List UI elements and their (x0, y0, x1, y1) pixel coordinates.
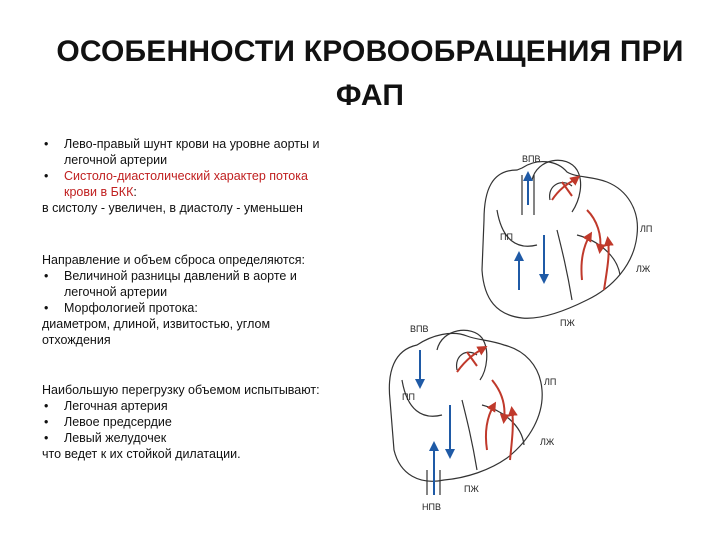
ventricle-outline (482, 405, 524, 445)
plain-text: в систолу - увеличен, в диастолу - уменьшен (42, 201, 303, 215)
list-item (42, 414, 372, 430)
arterial-arrow (604, 240, 609, 290)
heart-diagrams-svg (372, 140, 702, 530)
arterial-arrow (486, 405, 494, 450)
bullet-text: Лево-правый шунт крови на уровне аорты и (64, 137, 320, 151)
volume-overload-block (42, 382, 372, 462)
block-heading: Направление и объем сброса определяются: (42, 253, 305, 267)
shunt-block (42, 136, 372, 216)
bullet-text: легочной артерии (64, 153, 168, 167)
bullet-dot: • (44, 137, 49, 151)
bullet-text: Величиной разницы давлений в аорте и (64, 269, 297, 283)
label-svc-bottom: ВПВ (410, 324, 429, 334)
label-rv-top: ПЖ (560, 318, 575, 328)
bullet-text: Левое предсердие (64, 415, 172, 429)
list-item (42, 300, 372, 316)
bullet-text: Морфологией протока: (64, 301, 198, 315)
bullet-text: крови в БКК (64, 185, 134, 199)
list-item (42, 430, 372, 446)
plain-text: диаметром, длиной, извитостью, углом (42, 317, 271, 331)
bullet-text: Систоло-диастолический характер потока (64, 169, 308, 183)
bullet-dot: • (44, 399, 49, 413)
label-lv-top: ЛЖ (636, 264, 651, 274)
title-line-2: ФАП (335, 79, 405, 112)
aortic-arch (532, 160, 581, 212)
list-item (42, 398, 372, 414)
label-ivc-bottom: НПВ (422, 502, 441, 512)
bullet-text: Легочная артерия (64, 399, 168, 413)
label-rv-bottom: ПЖ (464, 484, 479, 494)
heart-diagram-bottom (389, 330, 542, 495)
bullet-text: легочной артерии (64, 285, 168, 299)
septum (462, 400, 477, 470)
label-lv-bottom: ЛЖ (540, 437, 555, 447)
arterial-arrow (581, 235, 590, 280)
block-heading: Наибольшую перегрузку объемом испытывают: (42, 383, 320, 397)
bullet-dot: • (44, 431, 49, 445)
list-item (42, 168, 372, 200)
arterial-arrow (510, 410, 513, 460)
label-ra-top: ПП (500, 232, 513, 242)
label-ra-bottom: ПП (402, 392, 415, 402)
bullet-dot: • (44, 269, 49, 283)
list-item (42, 268, 372, 300)
label-la-top: ЛП (640, 224, 653, 234)
label-svc-top: ВПВ (522, 154, 541, 164)
bullet-dot: • (44, 169, 49, 183)
title-line-1: ОСОБЕННОСТИ КРОВООБРАЩЕНИЯ ПРИ (56, 35, 684, 68)
label-la-bottom: ЛП (544, 377, 557, 387)
plain-text: что ведет к их стойкой дилатации. (42, 447, 241, 461)
bullet-dot: • (44, 301, 49, 315)
list-item (42, 136, 372, 168)
heart-circulation-diagrams (372, 140, 702, 530)
shunt-determinants-block (42, 252, 372, 348)
bullet-dot: • (44, 415, 49, 429)
arterial-arrow (552, 178, 577, 200)
plain-text: отхождения (42, 333, 111, 347)
bullet-colon: : (133, 185, 137, 199)
bullet-text: Левый желудочек (64, 431, 167, 445)
septum (557, 230, 572, 300)
slide-title (40, 30, 700, 118)
